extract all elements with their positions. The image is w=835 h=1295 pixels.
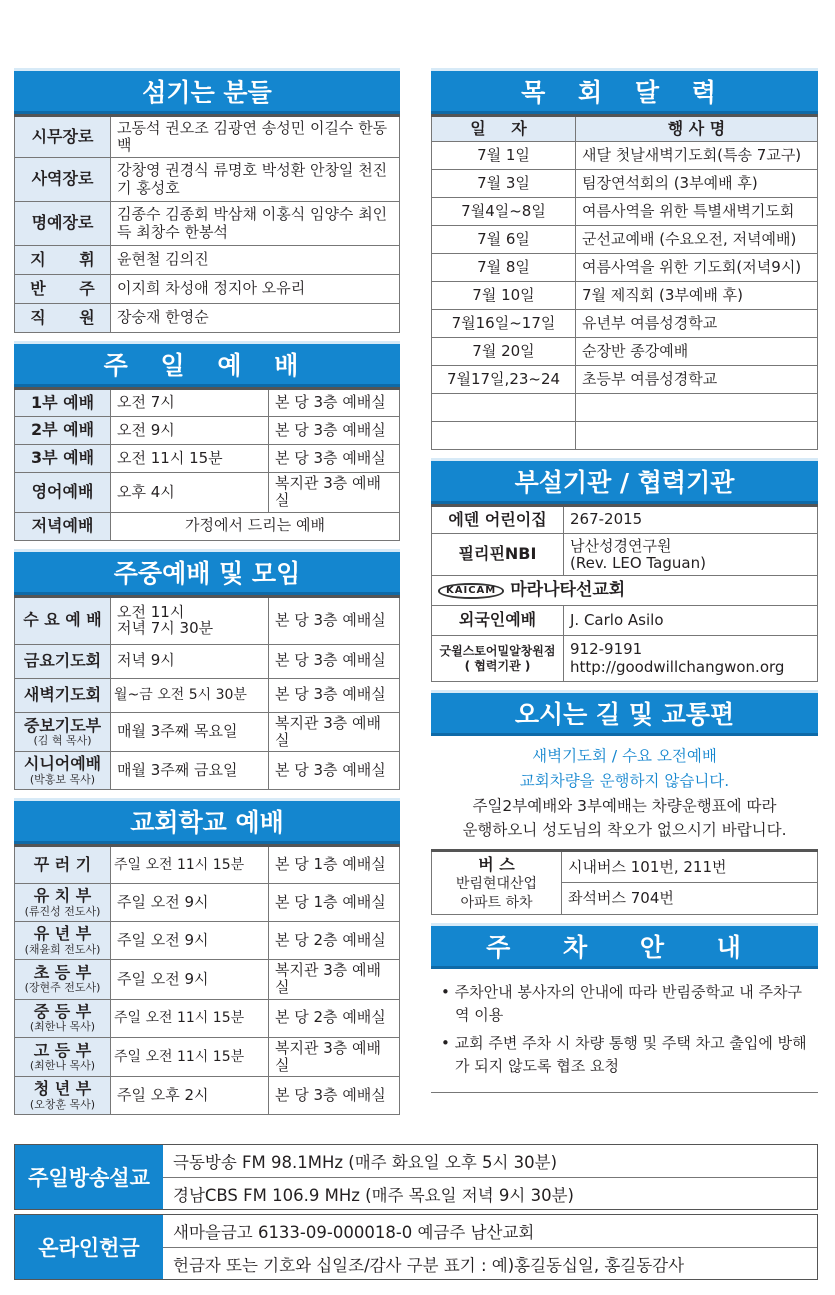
table-row: 고 등 부 (최한나 목사) 주일 오전 11시 15분 복지관 3층 예배실 (15, 1037, 400, 1077)
kaicam-logo-icon: KAICAM (438, 583, 504, 599)
list-item: • 주차안내 봉사자의 안내에 따라 반림중학교 내 주차구역 이용 (441, 983, 803, 1025)
calendar-table (431, 114, 818, 450)
table-row: 지 휘 윤현철 김의진 (15, 246, 400, 275)
online-offering-box (14, 1214, 818, 1280)
kaicam-name: 마라나타선교회 (510, 580, 626, 601)
table-row: 중 등 부 (최한나 목사) 주일 오전 11시 15분 본 당 2층 예배실 (15, 999, 400, 1037)
online-offering-label: 온라인헌금 (15, 1215, 163, 1279)
table-row: 7월 3일 팀장연석회의 (3부예배 후) (432, 170, 818, 198)
online-line-1: 새마을금고 6133-09-000018-0 예금주 남산교회 (173, 1223, 535, 1242)
table-row (432, 422, 818, 450)
table-row: 일 자 행 사 명 (432, 116, 818, 142)
table-row: 꾸 러 기 주일 오전 11시 15분 본 당 1층 예배실 (15, 846, 400, 884)
table-row: 에덴 어린이집 267-2015 (432, 506, 818, 534)
table-row: 영어예배 오후 4시 복지관 3층 예배실 (15, 473, 400, 513)
school-header: 교회학교 예배 (14, 798, 400, 844)
table-row (432, 576, 818, 606)
table-row: 7월16일~17일 유년부 여름성경학교 (432, 310, 818, 338)
table-row: 7월 20일 순장반 종강예배 (432, 338, 818, 366)
table-row: 금요기도회 저녁 9시 본 당 3층 예배실 (15, 644, 400, 678)
parking-header: 주 차 안 내 (431, 923, 818, 969)
table-row: 유 치 부 (류진성 전도사) 주일 오전 9시 본 당 1층 예배실 (15, 884, 400, 922)
affiliates-table (431, 504, 818, 682)
table-row: 직 원 장숭재 한영순 (15, 304, 400, 333)
table-row: 시무장로 고동석 권오조 김광연 송성민 이길수 한동백 (15, 116, 400, 158)
table-row: 7월 8일 여름사역을 위한 기도회(저녁9시) (432, 254, 818, 282)
table-row: 반 주 이지희 차성애 정지아 오유리 (15, 275, 400, 304)
left-column (14, 68, 400, 1115)
table-row: 7월 10일 7월 제직회 (3부예배 후) (432, 282, 818, 310)
table-row: 명예장로 김종수 김종회 박삼채 이홍식 임양수 최인득 최창수 한봉석 (15, 202, 400, 246)
broadcast-line-2: 경남CBS FM 106.9 MHz (매주 목요일 저녁 9시 30분) (163, 1177, 817, 1209)
table-row: 3부 예배 오전 11시 15분 본 당 3층 예배실 (15, 445, 400, 473)
table-row: 7월4일~8일 여름사역을 위한 특별새벽기도회 (432, 198, 818, 226)
bus-table (431, 849, 818, 915)
servants-table (14, 114, 400, 333)
table-row: 버 스 반림현대산업 아파트 하차 시내버스 101번, 211번 (432, 851, 818, 883)
calendar-header: 목 회 달 력 (431, 68, 818, 114)
table-row: 외국인예배 J. Carlo Asilo (432, 606, 818, 636)
table-row: 새벽기도회 월~금 오전 5시 30분 본 당 3층 예배실 (15, 678, 400, 712)
broadcast-line-1: 극동방송 FM 98.1MHz (매주 화요일 오후 5시 30분) (173, 1153, 558, 1172)
table-row: 청 년 부 (오창훈 목사) 주일 오후 2시 본 당 3층 예배실 (15, 1077, 400, 1115)
table-row: 수 요 예 배 오전 11시 저녁 7시 30분 본 당 3층 예배실 (15, 596, 400, 644)
table-row: 초 등 부 (장현주 전도사) 주일 오전 9시 복지관 3층 예배실 (15, 960, 400, 1000)
broadcast-label: 주일방송설교 (15, 1145, 163, 1209)
midweek-header: 주중예배 및 모임 (14, 549, 400, 595)
table-row: 저녁예배 가정에서 드리는 예배 (15, 512, 400, 540)
table-row: 중보기도부 (김 혁 목사) 매월 3주째 목요일 복지관 3층 예배실 (15, 712, 400, 752)
kaicam-row (438, 581, 625, 601)
online-line-2: 헌금자 또는 기호와 십일조/감사 구분 표기 : 예)홍길동십일, 홍길동감사 (163, 1247, 817, 1279)
right-column (431, 68, 818, 1093)
affiliates-header: 부설기관 / 협력기관 (431, 458, 818, 504)
transport-notice: 새벽기도회 / 수요 오전예배 교회차량을 운행하지 않습니다. 주일2부예배와 3부예배는 차량운행표에 따라 운행하오니 성도님의 착오가 없으시기 바랍니다. (462, 747, 787, 840)
parking-list (431, 969, 818, 1093)
table-row: 굿윌스토어밀알창원점 ( 협력기관 ) 912-9191 http://goodwillchangwon.org (432, 636, 818, 682)
table-row: 7월 6일 군선교예배 (수요오전, 저녁예배) (432, 226, 818, 254)
table-row: 유 년 부 (채윤희 전도사) 주일 오전 9시 본 당 2층 예배실 (15, 922, 400, 960)
list-item: • 교회 주변 주차 시 차량 통행 및 주택 차고 출입에 방해가 되지 않도록 협조 요청 (441, 1033, 807, 1075)
sunday-worship-table (14, 387, 400, 541)
school-table (14, 844, 400, 1115)
table-row: 2부 예배 오전 9시 본 당 3층 예배실 (15, 417, 400, 445)
table-row: 1부 예배 오전 7시 본 당 3층 예배실 (15, 389, 400, 417)
table-row: 7월17일,23~24 초등부 여름성경학교 (432, 366, 818, 394)
sunday-worship-header: 주 일 예 배 (14, 341, 400, 387)
midweek-table (14, 595, 400, 791)
servants-header: 섬기는 분들 (14, 68, 400, 114)
table-row: 시니어예배 (박홍보 목사) 매월 3주째 금요일 본 당 3층 예배실 (15, 752, 400, 790)
table-row: 필리핀NBI 남산성경연구원 (Rev. LEO Taguan) (432, 534, 818, 576)
directions-header: 오시는 길 및 교통편 (431, 690, 818, 736)
table-row (432, 394, 818, 422)
table-row: 사역장로 강창영 권경식 류명호 박성환 안창일 천진기 홍성호 (15, 158, 400, 202)
table-row: 7월 1일 새달 첫날새벽기도회(특송 7교구) (432, 142, 818, 170)
table-row: 좌석버스 704번 (432, 883, 818, 915)
broadcast-box (14, 1144, 818, 1210)
